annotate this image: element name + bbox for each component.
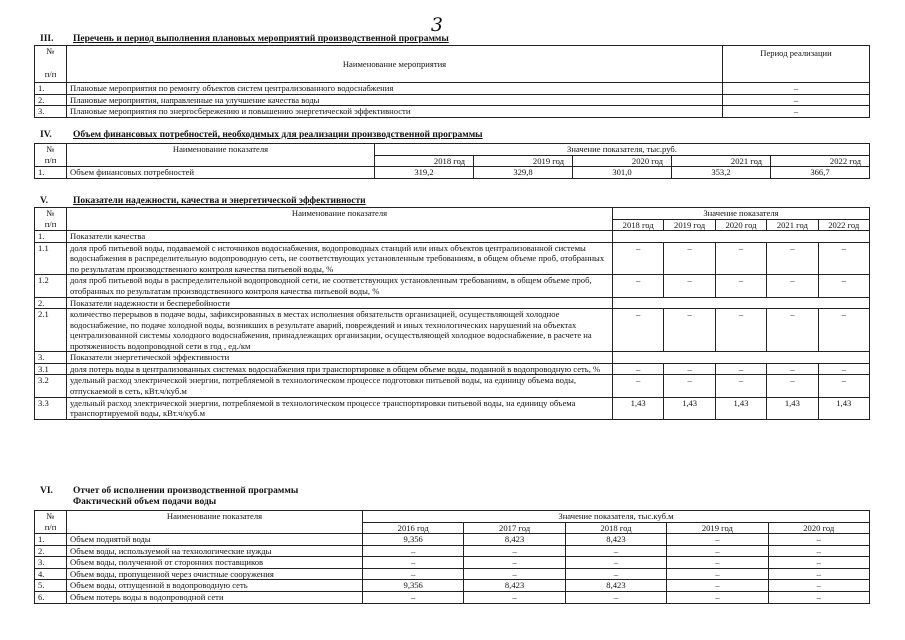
table-cell: – [818, 309, 869, 352]
table-cell: – [464, 557, 565, 569]
table-cell: доля проб питьевой воды, подаваемой с источников водоснабжения, водопроводных станций или иных объектов централизованной системы водоснабжения в распределительную водопроводную сеть, не соответствующих установленным требованиям, в общем объеме проб, отобранных по результатам производственного контроля качества питьевой воды, % [67, 242, 613, 275]
year-header: 2020 год [573, 155, 672, 167]
table-cell: Объем воды, полученной от сторонних поставщиков [67, 557, 363, 569]
table-cell: удельный расход электрической энергии, потребляемой в технологическом процессе транспортировки питьевой воды, на единицу объема транспортируемой воды, кВт.ч/куб.м [67, 397, 613, 419]
table-cell: 301,0 [573, 167, 672, 179]
table-cell: – [768, 534, 869, 546]
table-cell: – [565, 568, 666, 580]
table-cell: Показатели качества [67, 231, 613, 243]
table-cell: 6. [35, 591, 67, 603]
table-cell: – [565, 557, 666, 569]
table-cell: – [768, 580, 869, 592]
table-cell: – [715, 309, 766, 352]
table-cell: 1,43 [613, 397, 664, 419]
table-cell: – [667, 591, 768, 603]
header-value: Значение показателя, тыс.руб. [375, 144, 870, 156]
table-cell: 1.2 [35, 275, 67, 297]
table-cell: 1. [35, 534, 67, 546]
year-header: 2022 год [818, 219, 869, 231]
table-cell: 3. [35, 557, 67, 569]
table-cell: удельный расход электрической энергии, потребляемой в технологическом процессе подготовки питьевой воды, на единицу объема воды, отпускаемой в сеть, кВт.ч/куб.м [67, 375, 613, 397]
section-4-heading: Объем финансовых потребностей, необходимых для реализации производственной программы [73, 130, 483, 140]
table-cell: Объем воды, отпущенной в водопроводную сеть [67, 580, 363, 592]
table-cell: – [565, 591, 666, 603]
section-5-number: V. [40, 196, 49, 206]
year-header: 2019 год [474, 155, 573, 167]
year-header: 2018 год [565, 522, 666, 534]
page-number: 3 [430, 14, 443, 36]
table-cell: – [565, 545, 666, 557]
table-cell: – [613, 242, 664, 275]
table-cell: 2. [35, 94, 67, 106]
header-num: № п/п [35, 46, 67, 83]
year-header: 2021 год [672, 155, 771, 167]
table-cell: – [664, 309, 715, 352]
table-cell: доля проб питьевой воды в распределительной водопроводной сети, не соответствующих установленным требованиям, в общем объеме проб, отобранных по результатам производственного контроля качества питьевой воды, % [67, 275, 613, 297]
section-6-number: VI. [40, 486, 53, 496]
table-cell: 8,423 [565, 580, 666, 592]
table-cell: – [363, 545, 464, 557]
indicators-table [34, 207, 870, 420]
table-row [35, 375, 870, 397]
table-cell: – [818, 375, 869, 397]
table-cell: Объем воды, используемой на технологические нужды [67, 545, 363, 557]
table-cell: 8,423 [464, 580, 565, 592]
table-row [35, 83, 870, 95]
table-cell [613, 231, 870, 243]
header-value: Значение показателя [613, 208, 870, 220]
table-cell: 1,43 [664, 397, 715, 419]
table-cell: – [715, 375, 766, 397]
table-cell: – [723, 94, 870, 106]
table-cell: – [664, 363, 715, 375]
table-row [35, 568, 870, 580]
table-cell: 1. [35, 231, 67, 243]
header-num: № п/п [35, 511, 67, 534]
section-6-subtitle: Фактический объем подачи воды [73, 497, 217, 507]
table-cell: – [363, 568, 464, 580]
table-cell: 2. [35, 297, 67, 309]
table-cell: 3. [35, 106, 67, 118]
table-row [35, 580, 870, 592]
table-cell: – [767, 242, 818, 275]
table-cell: Объем потерь воды в водопроводной сети [67, 591, 363, 603]
table-cell: – [768, 545, 869, 557]
table-cell: 1,43 [818, 397, 869, 419]
table-cell: доля потерь воды в централизованных системах водоснабжения при транспортировке в общем объеме воды, поданной в водопроводную сеть, % [67, 363, 613, 375]
table-cell: 8,423 [565, 534, 666, 546]
header-name: Наименование показателя [67, 208, 613, 231]
table-cell: – [667, 568, 768, 580]
table-cell [613, 352, 870, 364]
year-header: 2017 год [464, 522, 565, 534]
header-value: Значение показателя, тыс.куб.м [363, 511, 870, 523]
table-cell: – [767, 309, 818, 352]
table-cell: – [667, 534, 768, 546]
section-3-title [40, 34, 449, 44]
table-cell: 8,423 [464, 534, 565, 546]
table-cell: Объем финансовых потребностей [67, 167, 375, 179]
table-cell: 3.3 [35, 397, 67, 419]
table-cell: – [464, 568, 565, 580]
table-cell: Объем поднятой воды [67, 534, 363, 546]
table-row [35, 397, 870, 419]
table-cell: – [767, 275, 818, 297]
group-row [35, 297, 870, 309]
table-row [35, 591, 870, 603]
table-cell: – [613, 363, 664, 375]
table-cell: – [664, 375, 715, 397]
section-5-heading: Показатели надежности, качества и энергетической эффективности [73, 196, 366, 206]
header-name: Наименование показателя [67, 144, 375, 167]
table-row [35, 557, 870, 569]
table-cell: 329,8 [474, 167, 573, 179]
table-cell: – [667, 557, 768, 569]
year-header: 2019 год [664, 219, 715, 231]
table-cell: – [667, 545, 768, 557]
table-row [35, 309, 870, 352]
table-cell: 3. [35, 352, 67, 364]
year-header: 2022 год [771, 155, 870, 167]
table-cell: – [767, 363, 818, 375]
table-cell: – [818, 242, 869, 275]
table-cell: 366,7 [771, 167, 870, 179]
table-cell: Плановые мероприятия, направленные на улучшение качества воды [67, 94, 723, 106]
section-4-number: IV. [40, 130, 52, 140]
table-row [35, 545, 870, 557]
table-cell: – [768, 591, 869, 603]
section-5-title [40, 196, 366, 206]
table-cell: – [613, 309, 664, 352]
financial-needs-table [34, 143, 870, 179]
table-cell: 1,43 [715, 397, 766, 419]
table-cell: – [664, 275, 715, 297]
table-cell: Показатели надежности и бесперебойности [67, 297, 613, 309]
table-cell: – [664, 242, 715, 275]
table-cell: – [767, 375, 818, 397]
water-supply-table [34, 510, 870, 604]
year-header: 2020 год [768, 522, 869, 534]
table-cell: Плановые мероприятия по энергосбережению и повышению энергетической эффективности [67, 106, 723, 118]
table-cell: 3.2 [35, 375, 67, 397]
table-row [35, 363, 870, 375]
table-cell: 5. [35, 580, 67, 592]
table-cell: – [715, 275, 766, 297]
table-cell: Объем воды, пропущенной через очистные сооружения [67, 568, 363, 580]
table-cell: 9,356 [363, 580, 464, 592]
table-cell: 2.1 [35, 309, 67, 352]
year-header: 2019 год [667, 522, 768, 534]
table-cell: – [723, 83, 870, 95]
table-cell: – [363, 557, 464, 569]
table-cell: – [715, 242, 766, 275]
section-6-title [40, 486, 298, 496]
table-cell: – [723, 106, 870, 118]
table-row [35, 275, 870, 297]
table-cell: 353,2 [672, 167, 771, 179]
table-cell: Показатели энергетической эффективности [67, 352, 613, 364]
section-4-title [40, 130, 483, 140]
header-period: Период реализации [723, 46, 870, 83]
table-row [35, 167, 870, 179]
table-cell: – [818, 363, 869, 375]
table-cell: – [768, 568, 869, 580]
table-cell [613, 297, 870, 309]
table-row [35, 106, 870, 118]
table-cell: Плановые мероприятия по ремонту объектов систем централизованного водоснабжения [67, 83, 723, 95]
table-cell: 1. [35, 167, 67, 179]
year-header: 2018 год [375, 155, 474, 167]
table-row [35, 534, 870, 546]
table-cell: 2. [35, 545, 67, 557]
section-3-number: III. [40, 34, 54, 44]
table-row [35, 94, 870, 106]
header-num: № п/п [35, 208, 67, 231]
table-cell: – [818, 275, 869, 297]
header-num: № п/п [35, 144, 67, 167]
year-header: 2020 год [715, 219, 766, 231]
table-cell: – [715, 363, 766, 375]
table-cell: количество перерывов в подаче воды, зафиксированных в местах исполнения обязательств организацией, осуществляющей холодное водоснабжение, по подаче холодной воды, возникших в результате аварий, повреждений и иных технологических нарушений на объектах централизованной системы холодного водоснабжения, принадлежащих организации, осуществляющей холодное водоснабжение, в расчете на протяженность водопроводной сети в год , ед./км [67, 309, 613, 352]
table-cell: – [613, 375, 664, 397]
table-cell: 4. [35, 568, 67, 580]
header-name: Наименование показателя [67, 511, 363, 534]
table-cell: 319,2 [375, 167, 474, 179]
table-cell: 1.1 [35, 242, 67, 275]
table-cell: 1,43 [767, 397, 818, 419]
table-cell: 9,356 [363, 534, 464, 546]
header-name: Наименование мероприятия [67, 46, 723, 83]
table-cell: – [464, 545, 565, 557]
year-header: 2016 год [363, 522, 464, 534]
table-cell: – [613, 275, 664, 297]
table-cell: – [667, 580, 768, 592]
table-cell: 1. [35, 83, 67, 95]
table-row [35, 242, 870, 275]
section-6-heading: Отчет об исполнении производственной программы [73, 486, 299, 496]
table-cell: – [464, 591, 565, 603]
year-header: 2018 год [613, 219, 664, 231]
year-header: 2021 год [767, 219, 818, 231]
group-row [35, 231, 870, 243]
planned-measures-table [34, 45, 870, 118]
table-cell: – [363, 591, 464, 603]
group-row [35, 352, 870, 364]
section-3-heading: Перечень и период выполнения плановых мероприятий производственной программы [73, 34, 449, 44]
table-cell: 3.1 [35, 363, 67, 375]
table-cell: – [768, 557, 869, 569]
